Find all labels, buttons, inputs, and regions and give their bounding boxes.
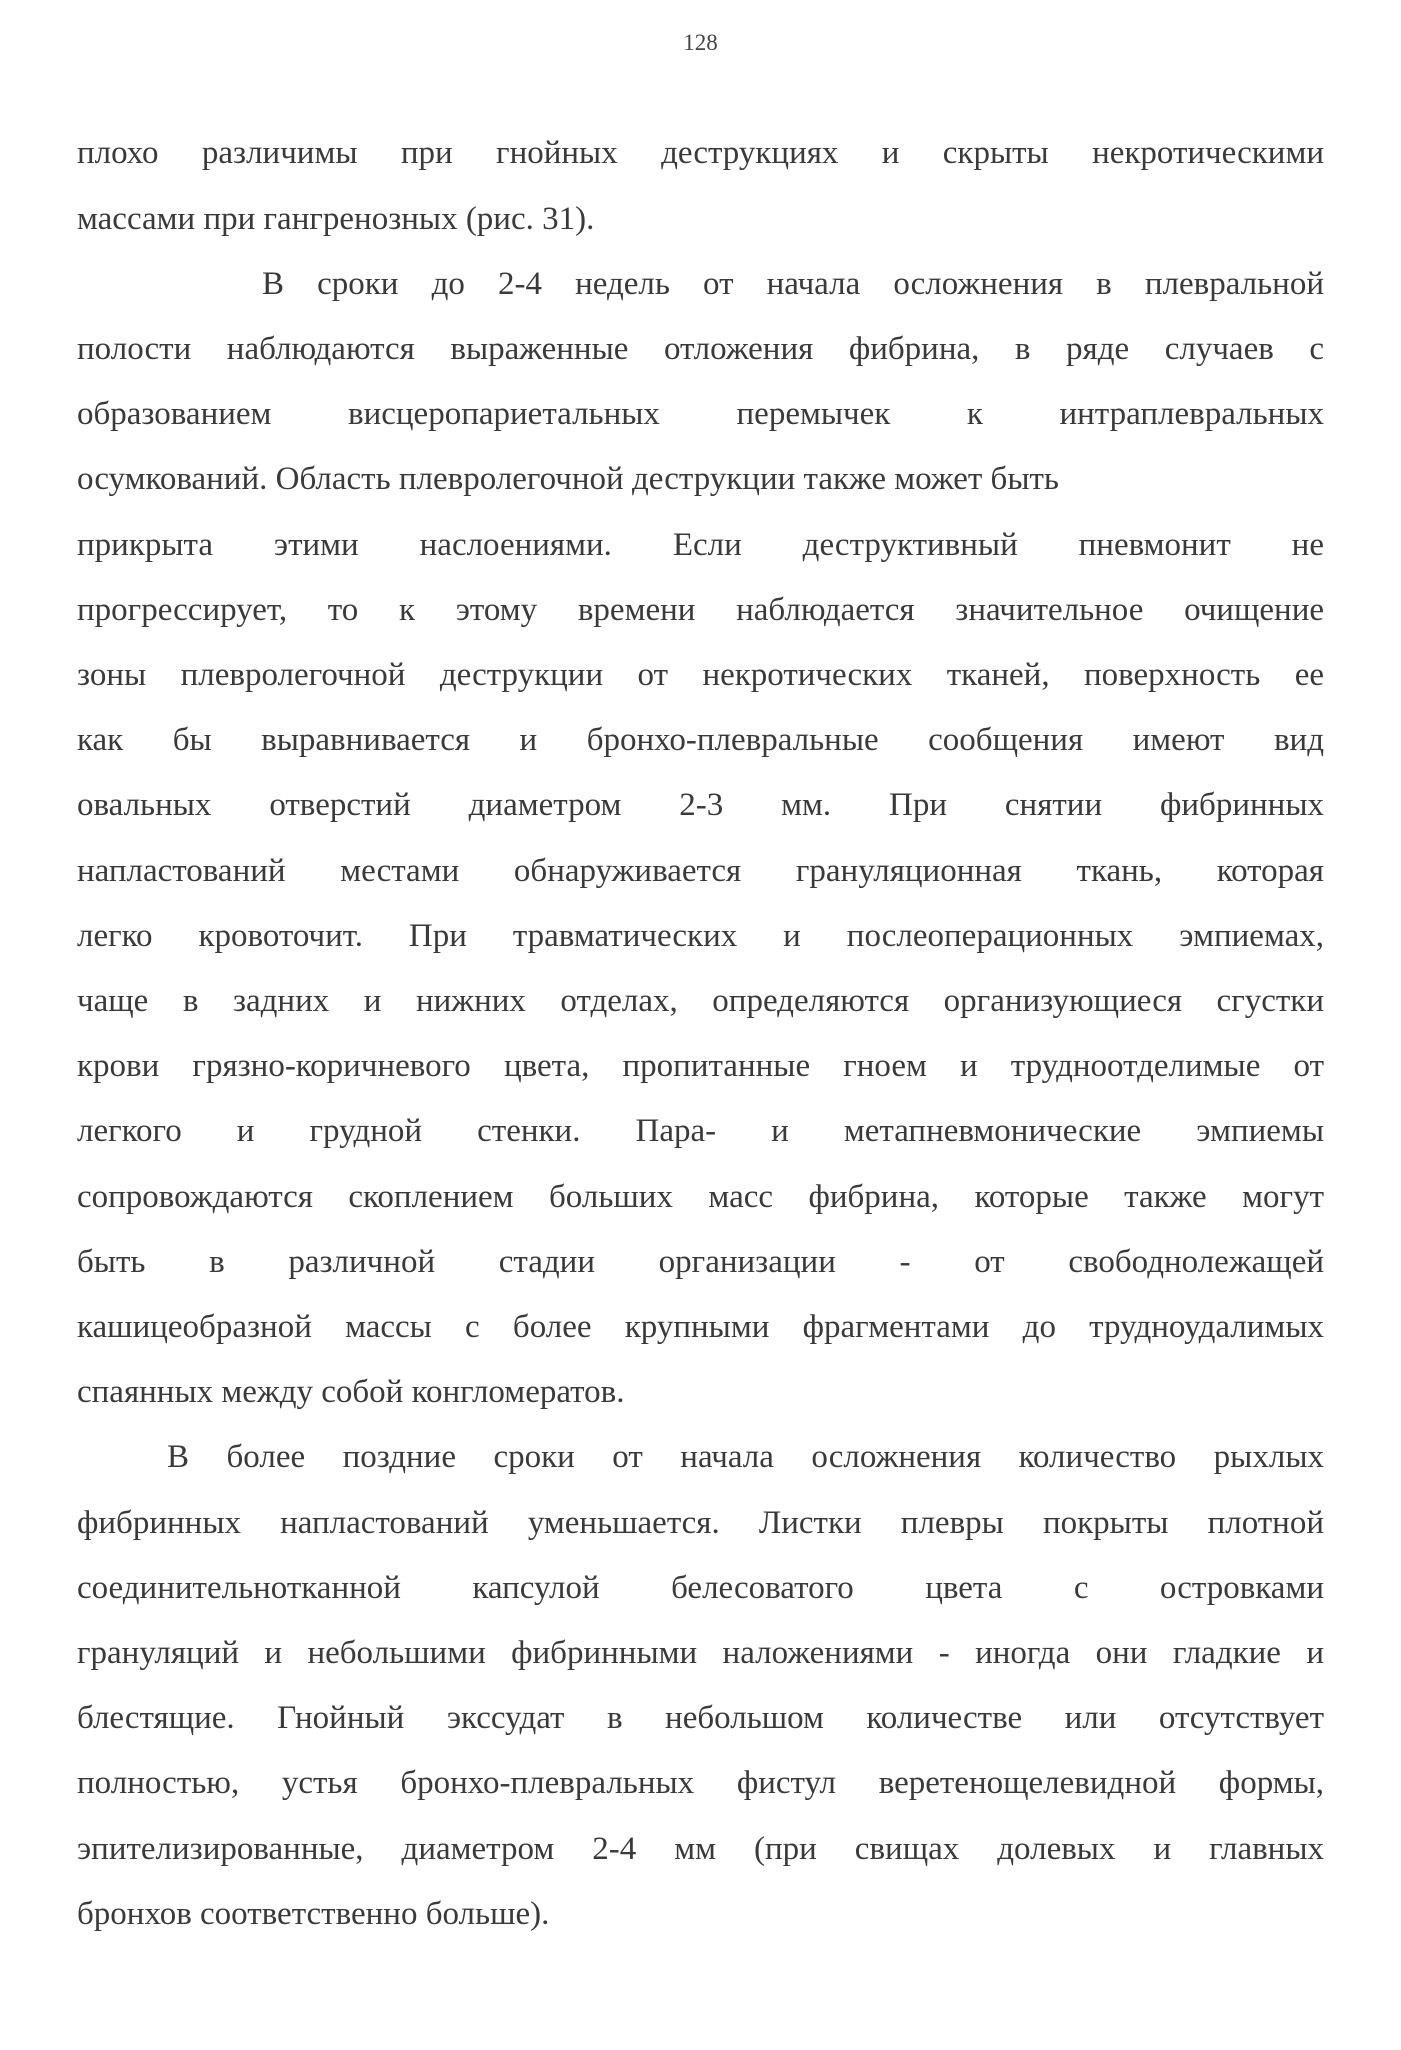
text-line: массами при гангренозных (рис. 31). <box>77 201 595 237</box>
text-line: овальных отверстий диаметром 2-3 мм. При снятии фибринных <box>77 787 1324 823</box>
text-line: эпителизированные, диаметром 2-4 мм (при свищах долевых и главных <box>77 1831 1324 1867</box>
text-line: крови грязно-коричневого цвета, пропитанные гноем и трудноотделимые от <box>77 1048 1324 1084</box>
text-line: фибринных напластований уменьшается. Листки плевры покрыты плотной <box>77 1505 1324 1541</box>
text-line: плохо различимы при гнойных деструкциях и скрыты некротическими <box>77 135 1324 171</box>
text-line: грануляций и небольшими фибринными наложениями - иногда они гладкие и <box>77 1635 1324 1671</box>
text-line: кашицеобразной массы с более крупными фрагментами до трудноудалимых <box>77 1309 1324 1345</box>
text-line: легкого и грудной стенки. Пара- и метапневмонические эмпиемы <box>77 1113 1324 1149</box>
text-line: спаянных между собой конгломератов. <box>77 1374 625 1410</box>
text-line: чаще в задних и нижних отделах, определяются организующиеся сгустки <box>77 983 1324 1019</box>
text-line: бронхов соответственно больше). <box>77 1896 550 1932</box>
text-line: легко кровоточит. При травматических и послеоперационных эмпиемах, <box>77 918 1324 954</box>
text-line: В сроки до 2-4 недель от начала осложнения в плевральной <box>262 266 1324 302</box>
text-line: напластований местами обнаруживается грануляционная ткань, которая <box>77 853 1324 889</box>
text-line: В более поздние сроки от начала осложнения количество рыхлых <box>167 1439 1324 1475</box>
text-line: образованием висцеропариетальных перемычек к интраплевральных <box>77 396 1324 432</box>
text-line: прогрессирует, то к этому времени наблюдается значительное очищение <box>77 592 1324 628</box>
text-line: соединительнотканной капсулой белесоватого цвета с островками <box>77 1570 1324 1606</box>
text-line: прикрыта этими наслоениями. Если деструктивный пневмонит не <box>77 527 1324 563</box>
text-line: полностью, устья бронхо-плевральных фистул веретенощелевидной формы, <box>77 1765 1324 1801</box>
text-line: быть в различной стадии организации - от свободнолежащей <box>77 1244 1324 1280</box>
page-number: 128 <box>683 30 718 55</box>
text-line: блестящие. Гнойный экссудат в небольшом количестве или отсутствует <box>77 1700 1324 1736</box>
text-line: зоны плевролегочной деструкции от некротических тканей, поверхность ее <box>77 657 1324 693</box>
text-line: осумкований. Область плевролегочной деструкции также может быть <box>77 461 1059 497</box>
text-line: сопровождаются скоплением больших масс фибрина, которые также могут <box>77 1179 1324 1215</box>
text-line: полости наблюдаются выраженные отложения фибрина, в ряде случаев с <box>77 331 1324 367</box>
text-line: как бы выравнивается и бронхо-плевральные сообщения имеют вид <box>77 722 1324 758</box>
